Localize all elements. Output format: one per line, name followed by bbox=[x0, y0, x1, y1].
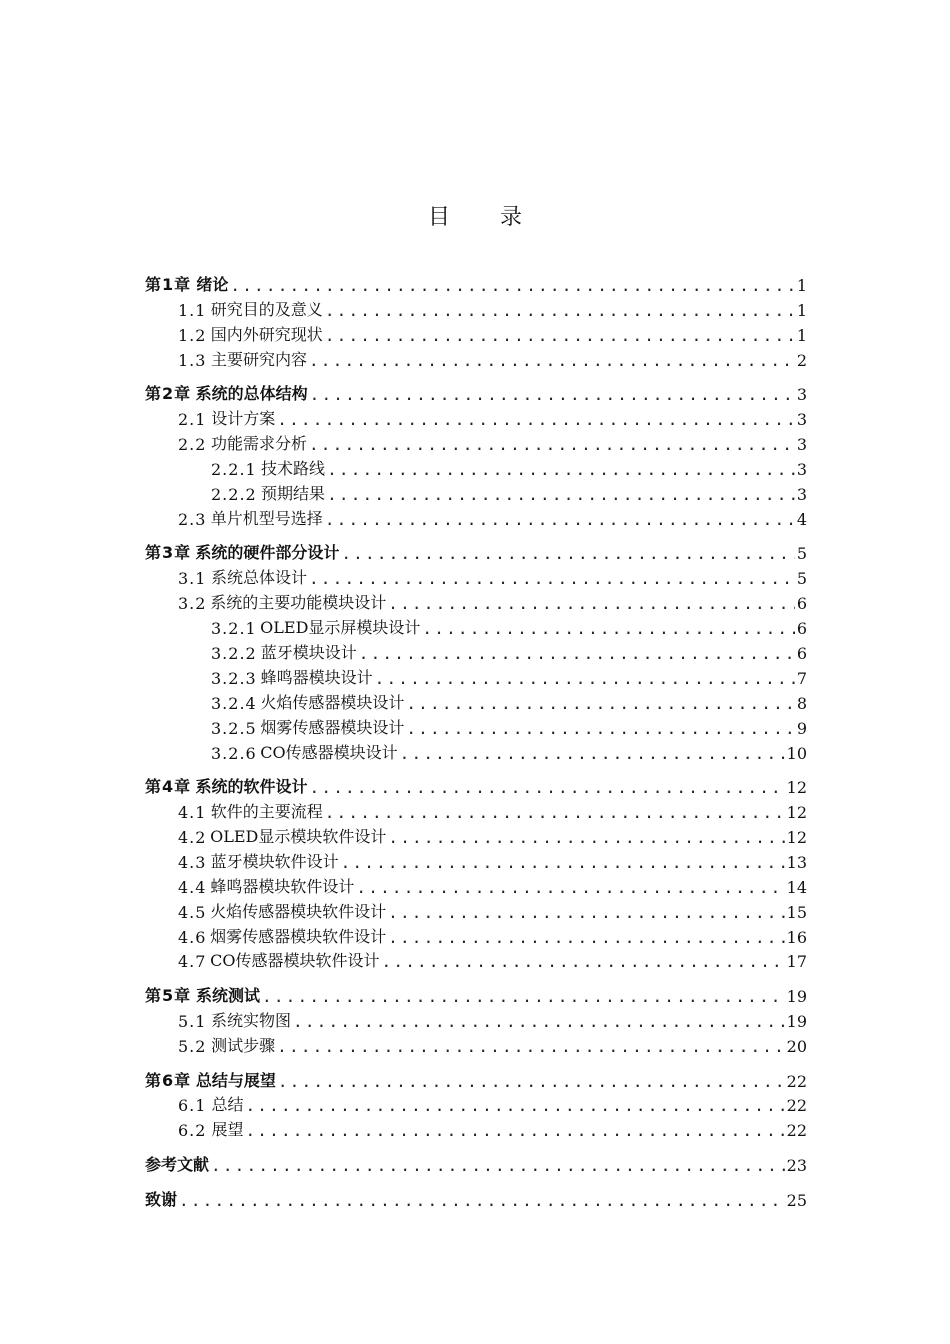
toc-page-number: 3 bbox=[796, 459, 807, 479]
toc-entry-number: 2.3 bbox=[178, 509, 207, 529]
toc-entry-title: OLED显示模块软件设计 bbox=[210, 826, 387, 846]
toc-chapter-row bbox=[145, 772, 807, 797]
toc-leader-dots bbox=[325, 301, 795, 320]
toc-entry-number: 第3章 bbox=[145, 543, 192, 563]
toc-leader-dots bbox=[327, 460, 795, 479]
toc-page-number: 8 bbox=[796, 693, 807, 713]
toc-entry-title: 技术路线 bbox=[261, 458, 326, 478]
toc-page-number: 14 bbox=[786, 877, 807, 897]
toc-page-number: 12 bbox=[786, 803, 807, 823]
toc-page-number: 5 bbox=[796, 544, 807, 564]
toc-entry-row bbox=[145, 504, 807, 529]
toc-entry-row bbox=[145, 947, 807, 972]
toc-entry-number: 第5章 bbox=[145, 986, 192, 1006]
toc-leader-dots bbox=[325, 803, 785, 822]
toc-leader-dots bbox=[341, 544, 794, 563]
toc-entry-title: 系统的主要功能模块设计 bbox=[210, 593, 387, 613]
toc-entry-title: 主要研究内容 bbox=[210, 349, 307, 369]
toc-page-number: 10 bbox=[786, 743, 807, 763]
toc-chapter-row bbox=[145, 539, 807, 564]
toc-chapter-row bbox=[145, 1150, 807, 1175]
toc-page-number: 22 bbox=[786, 1071, 807, 1091]
toc-entry-number: 2.1 bbox=[178, 410, 207, 430]
toc-leader-dots bbox=[262, 987, 785, 1006]
toc-entry-number: 5.2 bbox=[178, 1036, 207, 1056]
toc-entry-row bbox=[145, 295, 807, 320]
toc-entry-title: 系统总体设计 bbox=[210, 568, 307, 588]
toc-leader-dots bbox=[400, 744, 785, 763]
toc-leader-dots bbox=[309, 435, 795, 454]
page-title bbox=[0, 200, 950, 231]
toc-page-number: 12 bbox=[786, 827, 807, 847]
toc-chapter-row bbox=[145, 1066, 807, 1091]
toc-leader-dots bbox=[406, 694, 794, 713]
toc-page-number: 3 bbox=[796, 435, 807, 455]
toc-leader-dots bbox=[310, 778, 785, 797]
toc-entry-title: CO传感器模块设计 bbox=[260, 742, 398, 762]
toc-leader-dots bbox=[211, 1156, 785, 1175]
toc-leader-dots bbox=[277, 1037, 784, 1056]
toc-page-number: 19 bbox=[786, 987, 807, 1007]
toc-entry-title: CO传感器模块软件设计 bbox=[210, 951, 380, 971]
toc-page-number: 22 bbox=[786, 1096, 807, 1116]
toc-leader-dots bbox=[293, 1012, 785, 1031]
toc-entry-number: 3.2.5 bbox=[211, 718, 257, 738]
toc-entry-row bbox=[145, 822, 807, 847]
toc-entry-row bbox=[145, 1006, 807, 1031]
toc-entry-number: 第1章 bbox=[145, 274, 192, 294]
toc-page-number: 6 bbox=[796, 643, 807, 663]
toc-entry-number: 5.1 bbox=[178, 1012, 207, 1032]
toc-leader-dots bbox=[341, 853, 785, 872]
toc-entry-number: 1.1 bbox=[178, 300, 207, 320]
title-char-2: 录 bbox=[500, 205, 523, 230]
toc-entry-number: 3.2.2 bbox=[211, 643, 257, 663]
toc-page-number: 25 bbox=[786, 1190, 807, 1210]
toc-entry-number: 第4章 bbox=[145, 777, 192, 797]
toc-entry-number: 4.5 bbox=[178, 902, 207, 922]
toc-entry-title: 总结与展望 bbox=[195, 1070, 276, 1090]
toc-entry-number: 3.2.1 bbox=[211, 619, 257, 639]
toc-entry-title: 系统的软件设计 bbox=[195, 777, 308, 797]
toc-page-number: 1 bbox=[796, 325, 807, 345]
title-char-1: 目 bbox=[427, 205, 450, 230]
table-of-contents bbox=[145, 270, 807, 1210]
toc-entry-row bbox=[145, 1115, 807, 1140]
toc-leader-dots bbox=[325, 510, 795, 529]
toc-leader-dots bbox=[325, 326, 795, 345]
toc-page-number: 12 bbox=[786, 778, 807, 798]
toc-entry-title: 设计方案 bbox=[211, 409, 276, 429]
toc-leader-dots bbox=[230, 276, 794, 295]
toc-entry-number: 第2章 bbox=[145, 384, 192, 404]
toc-entry-title: 蜂鸣器模块设计 bbox=[260, 667, 373, 687]
toc-leader-dots bbox=[388, 594, 795, 613]
toc-entry-number: 3.2.6 bbox=[211, 743, 257, 763]
toc-entry-title: 单片机型号选择 bbox=[210, 508, 323, 528]
toc-entry-number: 3.2.3 bbox=[211, 668, 257, 688]
toc-entry-row bbox=[145, 738, 807, 763]
toc-page-number: 15 bbox=[786, 902, 807, 922]
toc-entry-number: 4.6 bbox=[178, 927, 207, 947]
toc-entry-title: 系统测试 bbox=[195, 986, 260, 1006]
toc-leader-dots bbox=[388, 828, 784, 847]
toc-entry-title: 系统实物图 bbox=[211, 1011, 292, 1031]
toc-entry-number: 2.2.2 bbox=[211, 484, 257, 504]
toc-entry-title: 火焰传感器模块软件设计 bbox=[210, 901, 387, 921]
toc-page-number: 5 bbox=[796, 569, 807, 589]
toc-entry-title: 蜂鸣器模块软件设计 bbox=[210, 876, 355, 896]
toc-entry-title: 蓝牙模块软件设计 bbox=[210, 851, 339, 871]
toc-leader-dots bbox=[359, 644, 795, 663]
toc-entry-title: 绪论 bbox=[196, 274, 229, 294]
toc-entry-row bbox=[145, 320, 807, 345]
toc-page-number: 17 bbox=[786, 952, 807, 972]
toc-chapter-row bbox=[145, 981, 807, 1006]
toc-entry-number: 6.1 bbox=[178, 1096, 207, 1116]
toc-entry-title: 软件的主要流程 bbox=[210, 802, 323, 822]
toc-entry-number: 3.2 bbox=[178, 594, 207, 614]
toc-entry-title: 系统的总体结构 bbox=[195, 384, 308, 404]
toc-entry-number: 4.3 bbox=[178, 852, 207, 872]
toc-leader-dots bbox=[382, 952, 785, 971]
toc-leader-dots bbox=[327, 485, 795, 504]
toc-leader-dots bbox=[356, 878, 784, 897]
toc-page-number: 6 bbox=[796, 619, 807, 639]
toc-entry-row bbox=[145, 688, 807, 713]
toc-entry-number: 4.7 bbox=[178, 952, 207, 972]
toc-entry-title: 火焰传感器模块设计 bbox=[260, 692, 405, 712]
toc-chapter-row bbox=[145, 270, 807, 295]
toc-entry-number: 1.2 bbox=[178, 325, 207, 345]
toc-leader-dots bbox=[245, 1096, 784, 1115]
toc-leader-dots bbox=[422, 619, 794, 638]
toc-page-number: 1 bbox=[796, 275, 807, 295]
toc-entry-number: 4.4 bbox=[178, 877, 207, 897]
toc-leader-dots bbox=[278, 1072, 785, 1091]
toc-entry-title: 展望 bbox=[211, 1120, 244, 1140]
toc-entry-number: 4.1 bbox=[178, 803, 207, 823]
toc-entry-title: OLED显示屏模块设计 bbox=[260, 618, 421, 638]
toc-page-number: 7 bbox=[796, 668, 807, 688]
toc-page-number: 16 bbox=[786, 927, 807, 947]
toc-leader-dots bbox=[375, 669, 795, 688]
toc-entry-title: 测试步骤 bbox=[211, 1035, 276, 1055]
toc-entry-title: 预期结果 bbox=[261, 483, 326, 503]
toc-entry-row bbox=[145, 713, 807, 738]
toc-entry-row bbox=[145, 638, 807, 663]
toc-entry-number: 3.1 bbox=[178, 569, 207, 589]
toc-entry-row bbox=[145, 797, 807, 822]
toc-leader-dots bbox=[245, 1121, 784, 1140]
toc-entry-number: 2.2 bbox=[178, 435, 207, 455]
toc-leader-dots bbox=[388, 928, 785, 947]
toc-entry-row bbox=[145, 663, 807, 688]
toc-entry-title: 烟雾传感器模块设计 bbox=[260, 717, 405, 737]
toc-entry-row bbox=[145, 345, 807, 370]
toc-entry-title: 功能需求分析 bbox=[210, 434, 307, 454]
toc-page-number: 19 bbox=[786, 1012, 807, 1032]
toc-entry-row bbox=[145, 429, 807, 454]
toc-entry-number: 6.2 bbox=[178, 1121, 207, 1141]
toc-entry-row bbox=[145, 1031, 807, 1056]
toc-entry-row bbox=[145, 1091, 807, 1116]
toc-entry-number: 2.2.1 bbox=[211, 459, 257, 479]
toc-entry-number: 1.3 bbox=[178, 350, 207, 370]
toc-page-number: 1 bbox=[796, 300, 807, 320]
toc-leader-dots bbox=[388, 903, 785, 922]
toc-entry-row bbox=[145, 613, 807, 638]
toc-entry-title: 烟雾传感器模块软件设计 bbox=[210, 926, 387, 946]
toc-leader-dots bbox=[179, 1191, 785, 1210]
toc-entry-title: 参考文献 bbox=[145, 1155, 210, 1175]
toc-entry-row bbox=[145, 922, 807, 947]
toc-entry-row bbox=[145, 897, 807, 922]
toc-entry-row bbox=[145, 872, 807, 897]
toc-entry-row bbox=[145, 563, 807, 588]
toc-leader-dots bbox=[310, 385, 795, 404]
toc-entry-title: 总结 bbox=[211, 1095, 244, 1115]
toc-page-number: 9 bbox=[796, 718, 807, 738]
toc-chapter-row bbox=[145, 1185, 807, 1210]
toc-page-number: 3 bbox=[796, 410, 807, 430]
toc-entry-number: 4.2 bbox=[178, 827, 207, 847]
toc-leader-dots bbox=[277, 410, 795, 429]
toc-entry-title: 系统的硬件部分设计 bbox=[195, 543, 340, 563]
toc-entry-row bbox=[145, 847, 807, 872]
toc-page-number: 2 bbox=[796, 350, 807, 370]
toc-leader-dots bbox=[406, 719, 794, 738]
toc-chapter-row bbox=[145, 379, 807, 404]
toc-entry-row bbox=[145, 479, 807, 504]
toc-leader-dots bbox=[309, 351, 795, 370]
toc-entry-title: 国内外研究现状 bbox=[210, 324, 323, 344]
toc-entry-title: 研究目的及意义 bbox=[210, 299, 323, 319]
toc-entry-number: 3.2.4 bbox=[211, 693, 257, 713]
toc-page-number: 3 bbox=[796, 385, 807, 405]
toc-page-number: 6 bbox=[796, 594, 807, 614]
toc-page-number: 4 bbox=[796, 509, 807, 529]
toc-page-number: 13 bbox=[786, 852, 807, 872]
toc-entry-title: 致谢 bbox=[145, 1189, 178, 1209]
toc-entry-row bbox=[145, 404, 807, 429]
toc-page-number: 20 bbox=[786, 1036, 807, 1056]
toc-page-number: 3 bbox=[796, 484, 807, 504]
toc-page-number: 22 bbox=[786, 1121, 807, 1141]
toc-entry-row bbox=[145, 588, 807, 613]
toc-entry-row bbox=[145, 454, 807, 479]
toc-page-number: 23 bbox=[786, 1156, 807, 1176]
toc-entry-number: 第6章 bbox=[145, 1070, 192, 1090]
toc-leader-dots bbox=[309, 569, 795, 588]
toc-entry-title: 蓝牙模块设计 bbox=[260, 642, 357, 662]
